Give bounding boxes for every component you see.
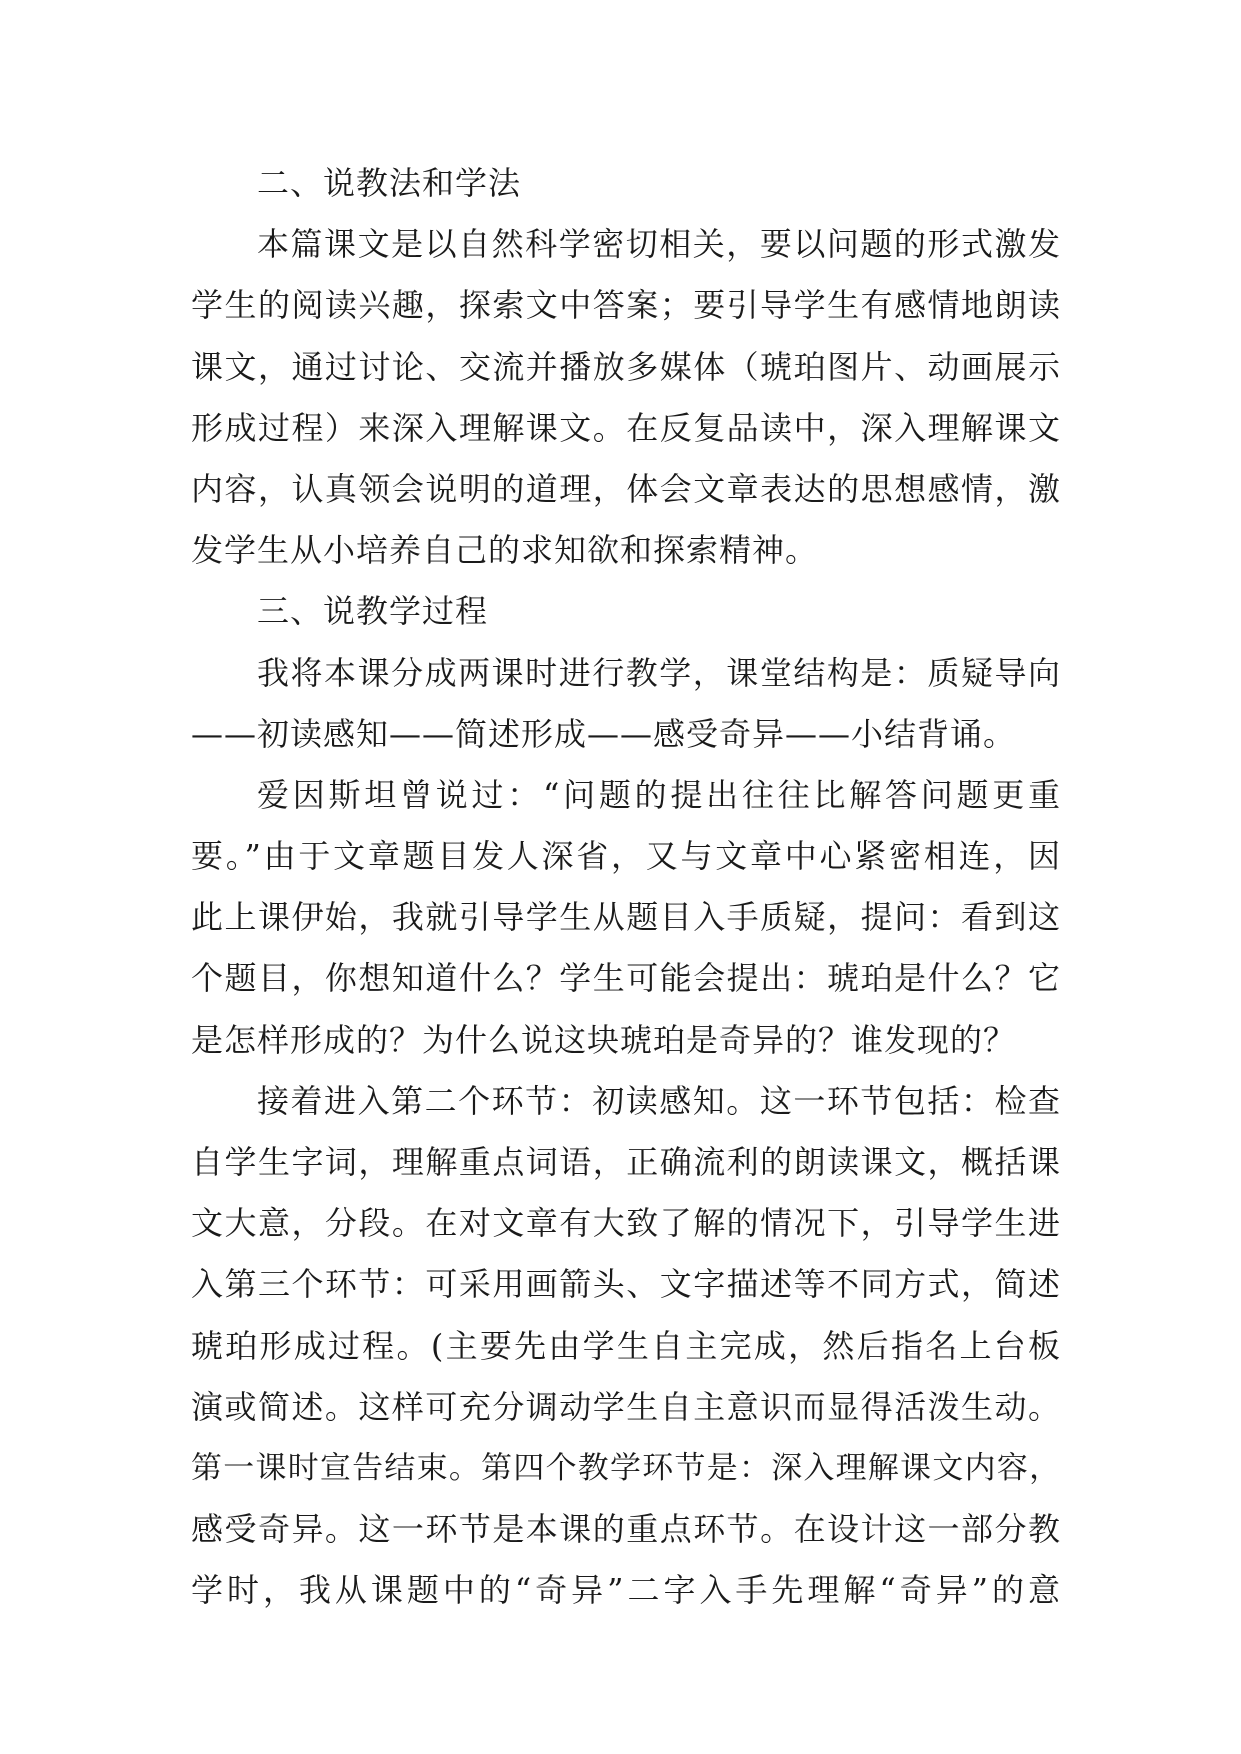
text-line: 二、说教法和学法 — [257, 164, 522, 202]
text-line: 琥珀形成过程。(主要先由学生自主完成，然后指名上台板 — [191, 1326, 1061, 1365]
text-line: 感受奇异。这一环节是本课的重点环节。在设计这一部分教 — [191, 1510, 1061, 1549]
text-line: 入第三个环节：可采用画箭头、文字描述等不同方式，简述 — [191, 1265, 1061, 1304]
text-line: 爱因斯坦曾说过：“问题的提出往往比解答问题更重 — [257, 775, 1061, 814]
text-line: 形成过程）来深入理解课文。在反复品读中，深入理解课文 — [191, 408, 1061, 447]
text-line: 本篇课文是以自然科学密切相关，要以问题的形式激发 — [257, 225, 1061, 264]
document-body — [191, 153, 1061, 1622]
text-line: 此上课伊始，我就引导学生从题目入手质疑，提问：看到这 — [191, 898, 1061, 937]
text-line: 是怎样形成的？为什么说这块琥珀是奇异的？谁发现的？ — [191, 1020, 1017, 1059]
text-line: 学时，我从课题中的“奇异”二字入手先理解“奇异”的意 — [191, 1571, 1061, 1610]
text-line: 个题目，你想知道什么？学生可能会提出：琥珀是什么？它 — [191, 959, 1061, 998]
text-line: 演或简述。这样可充分调动学生自主意识而显得活泼生动。 — [191, 1387, 1061, 1426]
text-line: 要。”由于文章题目发人深省，又与文章中心紧密相连，因 — [191, 837, 1061, 876]
text-line: 我将本课分成两课时进行教学，课堂结构是：质疑导向 — [257, 653, 1061, 692]
text-line: 文大意，分段。在对文章有大致了解的情况下，引导学生进 — [191, 1204, 1061, 1243]
text-line: 自学生字词，理解重点词语，正确流利的朗读课文，概括课 — [191, 1143, 1061, 1181]
text-line: 三、说教学过程 — [257, 592, 489, 631]
text-line: 课文，通过讨论、交流并播放多媒体（琥珀图片、动画展示 — [191, 347, 1061, 386]
text-line: 学生的阅读兴趣，探索文中答案；要引导学生有感情地朗读 — [191, 286, 1061, 325]
text-line: 第一课时宣告结束。第四个教学环节是：深入理解课文内容， — [191, 1449, 1061, 1486]
text-line: 接着进入第二个环节：初读感知。这一环节包括：检查 — [257, 1081, 1061, 1120]
text-line: ——初读感知——简述形成——感受奇异——小结背诵。 — [191, 714, 1017, 753]
text-line: 内容，认真领会说明的道理，体会文章表达的思想感情，激 — [191, 469, 1061, 508]
text-line: 发学生从小培养自己的求知欲和探索精神。 — [191, 531, 819, 570]
